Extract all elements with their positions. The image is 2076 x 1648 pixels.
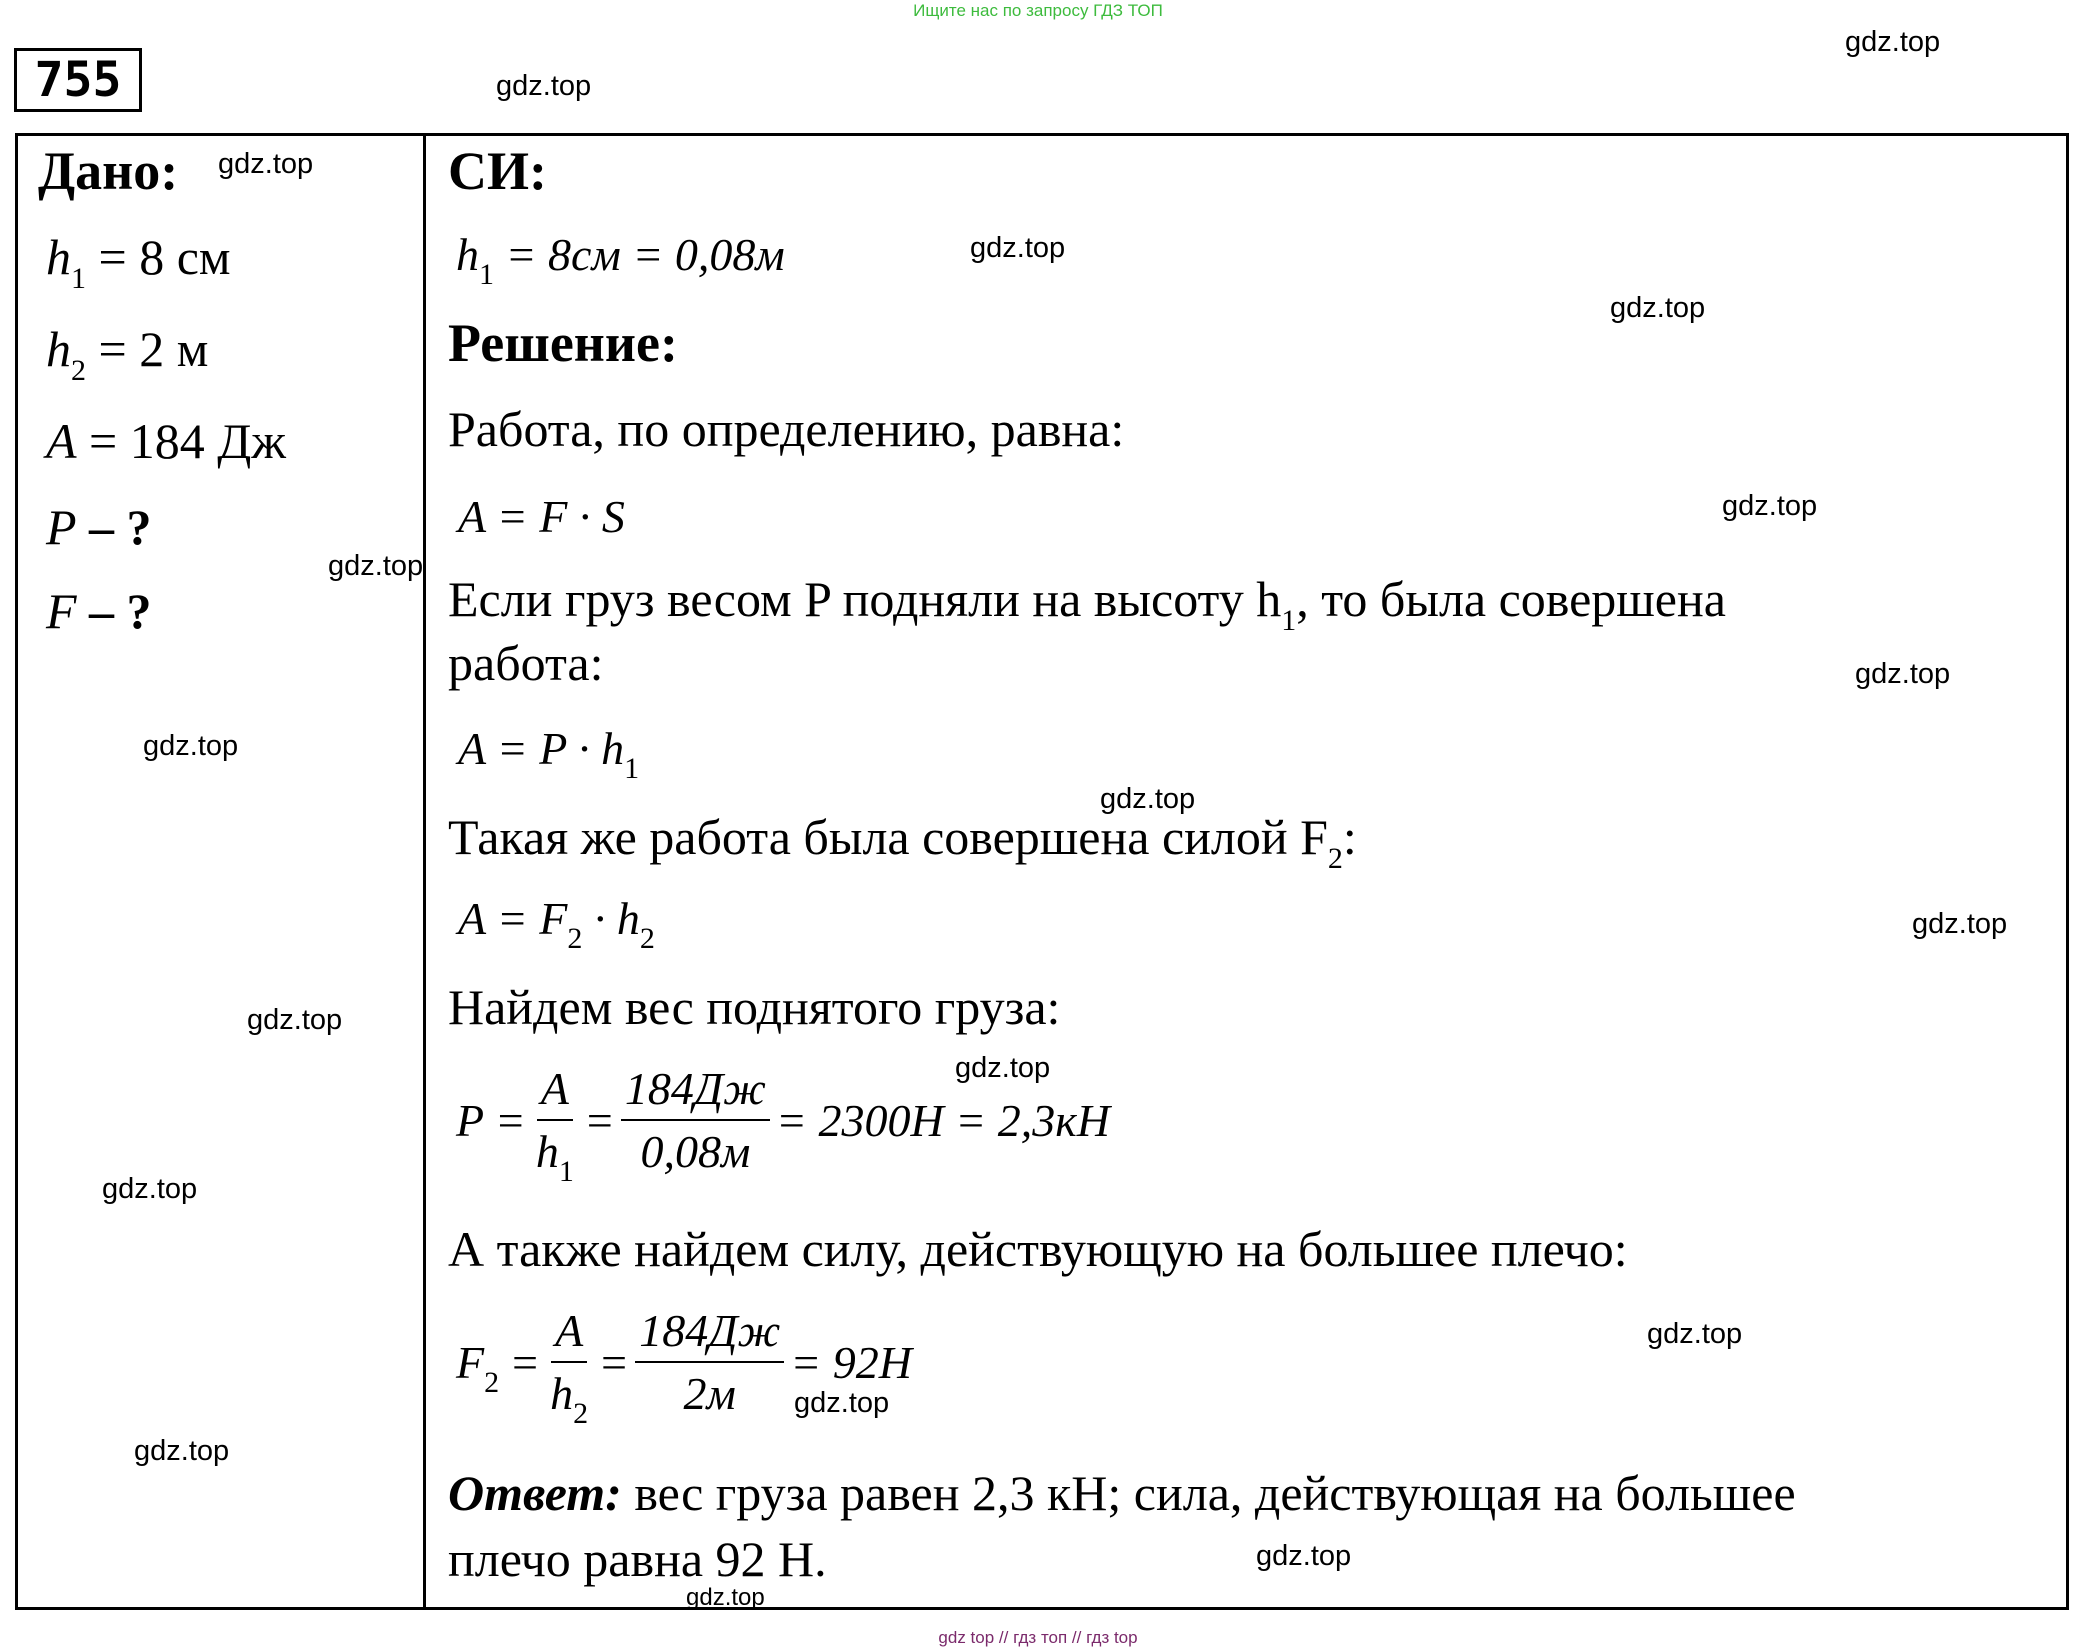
given-work-symbol: A <box>46 413 77 469</box>
watermark: gdz.top <box>955 1052 1051 1084</box>
watermark: gdz.top <box>1912 908 2008 940</box>
watermark: gdz.top <box>794 1387 890 1419</box>
watermark: gdz.top <box>1610 292 1706 324</box>
watermark: gdz.top <box>102 1173 198 1205</box>
given-weight-unknown <box>46 498 152 556</box>
fraction-a-over-h1-num: A <box>537 1062 573 1121</box>
watermark: gdz.top <box>134 1435 230 1467</box>
solution-line-2a: Если груз весом P подняли на высоту h <box>448 571 1282 627</box>
watermark: gdz.top <box>1855 658 1951 690</box>
answer-label: Ответ: <box>448 1465 622 1521</box>
formula-force-eq: = <box>598 1336 630 1388</box>
si-h1 <box>456 228 785 291</box>
watermark: gdz.top <box>1100 783 1196 815</box>
top-banner: Ищите нас по запросу ГДЗ ТОП <box>913 1 1163 20</box>
given-h1-subscript: 1 <box>71 262 86 295</box>
watermark: gdz.top <box>247 1004 343 1036</box>
watermark: gdz.top <box>1256 1540 1352 1572</box>
fraction-weight-values-den: 0,08м <box>640 1126 751 1177</box>
given-work <box>46 412 286 470</box>
watermark: gdz.top <box>686 1584 765 1611</box>
solution-table <box>15 133 2069 1610</box>
formula-force-lhs-sub: 2 <box>484 1365 500 1399</box>
solution-line-3 <box>448 808 1357 875</box>
solution-line-1: Работа, по определению, равна: <box>448 401 1125 457</box>
si-h1-symbol: h <box>456 229 479 280</box>
fraction-a-over-h1 <box>532 1062 578 1188</box>
formula-force-eq0: = <box>509 1336 541 1388</box>
formula-weight-lhs: P = <box>456 1094 526 1146</box>
answer-line-2: плечо равна 92 Н. <box>448 1531 827 1587</box>
formula-work-weight <box>458 722 640 785</box>
watermark: gdz.top <box>496 70 592 102</box>
fraction-force-values <box>635 1304 784 1420</box>
given-work-value: = 184 Дж <box>89 413 286 469</box>
fraction-force-values-num: 184Дж <box>635 1304 784 1363</box>
watermark: gdz.top <box>143 730 239 762</box>
solution-line-3b: : <box>1342 809 1357 865</box>
given-h2-value: = 2 м <box>98 321 209 377</box>
column-divider <box>423 133 426 1610</box>
formula-weight-eq: = <box>583 1094 615 1146</box>
formula-work-weight-subscript: 1 <box>624 752 640 785</box>
watermark: gdz.top <box>1845 26 1941 58</box>
formula-weight-result: = 2300Н = 2,3кН <box>775 1094 1110 1146</box>
fraction-a-over-h2 <box>546 1304 592 1430</box>
solution-line-3-subscript: 2 <box>1327 842 1343 875</box>
solution-line-4: Найдем вес поднятого груза: <box>448 979 1061 1035</box>
problem-number: 755 <box>14 48 142 112</box>
solution-line-5: А также найдем силу, действующую на большее плечо: <box>448 1221 1628 1277</box>
formula-work-force-b: · h <box>582 893 640 944</box>
solution-line-2 <box>448 570 1726 637</box>
answer-text-1: вес груза равен 2,3 кН; сила, действующая на большее <box>621 1465 1796 1521</box>
fraction-a-over-h2-den <box>546 1363 592 1430</box>
solution-title: Решение: <box>448 313 678 373</box>
given-title: Дано: <box>38 141 179 201</box>
watermark: gdz.top <box>328 550 424 582</box>
fraction-a-over-h1-den <box>532 1121 578 1188</box>
solution-line-3a: Такая же работа была совершена силой F <box>448 809 1328 865</box>
fraction-a-over-h2-num: A <box>551 1304 587 1363</box>
solution-line-2-subscript: 1 <box>1281 604 1297 637</box>
formula-work-force-sub2: 2 <box>639 922 655 955</box>
si-h1-conversion: = 8см = 0,08м <box>505 229 785 280</box>
bottom-banner: gdz top // гдз топ // гдз top <box>938 1628 1138 1647</box>
formula-force-lhs: F <box>456 1336 485 1388</box>
watermark: gdz.top <box>218 148 314 180</box>
given-h1 <box>46 228 231 295</box>
solution-line-2c: работа: <box>448 635 604 691</box>
fraction-weight-values <box>621 1062 770 1178</box>
given-h2 <box>46 320 209 387</box>
solution-line-2b: , то была совершена <box>1296 571 1726 627</box>
watermark: gdz.top <box>1722 490 1818 522</box>
given-weight-symbol: P <box>46 499 77 555</box>
fraction-a-over-h2-den-sub: 2 <box>573 1397 589 1430</box>
fraction-weight-values-num: 184Дж <box>621 1062 770 1121</box>
given-force-question: – ? <box>89 583 152 639</box>
given-force-symbol: F <box>46 583 77 639</box>
formula-work-force-a: A = F <box>458 893 568 944</box>
given-force-unknown <box>46 582 152 640</box>
watermark: gdz.top <box>970 232 1066 264</box>
given-h2-symbol: h <box>46 321 71 377</box>
given-h2-subscript: 2 <box>71 354 86 387</box>
fraction-a-over-h1-den-sub: 1 <box>558 1155 574 1188</box>
fraction-force-values-den: 2м <box>683 1368 736 1419</box>
watermark: gdz.top <box>1647 1318 1743 1350</box>
formula-work-weight-text: A = P · h <box>458 723 625 774</box>
formula-work-definition: A = F · S <box>458 491 625 542</box>
formula-work-force <box>458 892 655 955</box>
given-weight-question: – ? <box>89 499 152 555</box>
formula-force-lhs-wrap <box>456 1336 500 1399</box>
formula-work-force-sub1: 2 <box>567 922 583 955</box>
given-h1-value: = 8 см <box>98 229 231 285</box>
si-h1-subscript: 1 <box>479 258 494 291</box>
fraction-a-over-h2-den-symbol: h <box>550 1368 574 1419</box>
fraction-a-over-h1-den-symbol: h <box>535 1126 559 1177</box>
formula-force-result: = 92Н <box>790 1336 913 1388</box>
given-h1-symbol: h <box>46 229 71 285</box>
si-title: СИ: <box>448 141 547 201</box>
answer-line-1 <box>448 1464 1796 1522</box>
